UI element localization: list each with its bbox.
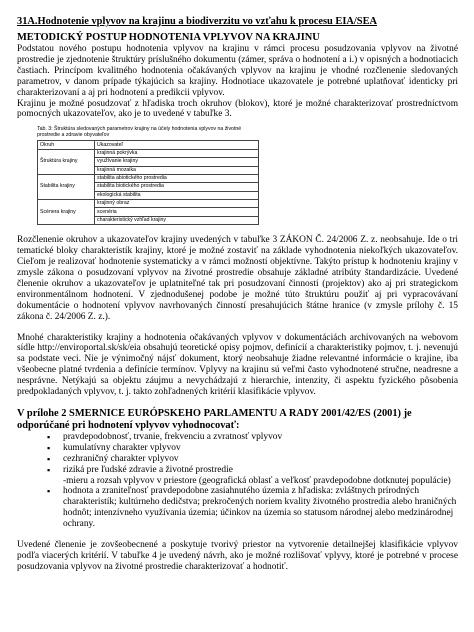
criteria-list-item: ▪ riziká pre ľudské zdravie a životné prostredie <box>63 465 458 476</box>
paragraph-three-blocks: Krajinu je možné posudzovať z hľadiska troch okruhov (blokov), ktoré je možné charakterizovať prostredníctvom pomocných ukazovateľov, ako je to uvedené v tabuľke 3. <box>17 98 458 120</box>
table-indicator-cell: charakteristický vzhľad krajiny <box>95 216 259 224</box>
table-figure <box>37 126 259 225</box>
table-indicator-cell: využívanie krajiny <box>95 158 259 166</box>
table-indicator-cell: stabilita abiotického prostredia <box>95 174 259 182</box>
table-row <box>38 174 259 182</box>
table-indicator-cell: krajinná pokrývka <box>95 149 259 157</box>
table-area-cell: Scénera krajiny <box>38 200 95 225</box>
document-title: 31A.Hodnotenie vplyvov na krajinu a biodiverzitu vo vzťahu k procesu EIA/SEA <box>17 16 377 27</box>
table-indicator-cell: scenéria <box>95 208 259 216</box>
table-indicator-cell: stabilita biotického prostredia <box>95 183 259 191</box>
table-header-row <box>38 141 259 149</box>
paragraph-breakdown: Rozčlenenie okruhov a ukazovateľov krajiny uvedených v tabuľke 3 ZÁKON Č. 24/2006 Z. z. neobsahuje. Ide o tri tematické bloky charakteristík krajiny, ktoré je možné zostaviť na základe vyhodnotenia niekoľkých ukazovateľov. Cieľom je realizovať hodnotenie systematicky a v rámci možností objektívne. Takýto prístup k hodnoteniu krajiny v zmysle zákona o posudzovaní vplyvov na životné prostredie obsahuje základné atribúty štandardizácie. Uvedené členenie okruhov a ukazovateľov je uplatniteľné tak pri posudzovaní činností (projektov) ako aj pri strategickom environmentálnom hodnotení. V zjednodušenej podobe je možné túto štruktúru použiť aj pri vypracovávaní dokumentácie o hodnotení vplyvov navrhovaných činností presahujúcich štátne hranice (v zmysle prílohy č. 15 zákona č. 24/2006 Z. z.). <box>17 235 458 322</box>
table-indicator-cell: ekologická stabilita <box>95 191 259 199</box>
paragraph-conclusion: Uvedené členenie je zovšeobecnené a poskytuje tvorivý priestor na vytvorenie detailnejšej klasifikácie vplyvov podľa viacerých kritérií. V tabuľke 4 je uvedený návrh, ako je možné rozlišovať vplyvy, ktoré je potrebné v procese posudzovania vplyvov na životné prostredie charakterizovať a hodnotiť. <box>17 540 458 572</box>
table-area-cell: Štruktúra krajiny <box>38 149 95 174</box>
table-area-cell: Stabilita krajiny <box>38 174 95 199</box>
paragraph-intro: Podstatou nového postupu hodnotenia vplyvov na krajinu v rámci procesu posudzovania vplyvov na životné prostredie je zjednotenie štruktúry príslušného dokumentu (zámer, správa o hodnotení a i.) v opisných a hodnotiacich častiach. Princípom kvalitného hodnotenia očakávaných vplyvov na krajinu je vhodné rozčlenenie sledovaných parametrov, v danom prípade týkajúcich sa krajiny. Hodnotiace ukazovatele je potrebné uplatňovať identicky pri charakterizovaní a aj pri hodnotení a predikcii vplyvov. <box>17 44 458 98</box>
table-row <box>38 149 259 157</box>
criteria-list-item: ▪ cezhraničný charakter vplyvov <box>63 454 458 465</box>
criteria-list <box>17 432 458 530</box>
criteria-list-item: ▪ hodnota a zraniteľnosť pravdepodobne zasiahnutého územia z hľadiska: zvláštnych prírodných charakteristík; kultúrneho dedičstva; prekročených noriem kvality životného prostredia alebo hraničných hodnôt; intenzívneho využívania územia; účinkov na územia so statusom národnej alebo medzinárodnej ochrany. <box>63 486 458 530</box>
section-heading-directive: V prílohe 2 SMERNICE EURÓPSKEHO PARLAMENTU A RADY 2001/42/ES (2001) je odporúčané pri hodnotení vplyvov vyhodnocovať: <box>17 407 412 431</box>
table-row <box>38 200 259 208</box>
table-header-cell: Ukazovateľ <box>95 141 259 149</box>
criteria-list-item: ▪ kumulatívny charakter vplyvov <box>63 443 458 454</box>
criteria-list-item: ▪ pravdepodobnosť, trvanie, frekvenciu a zvratnosť vplyvov <box>63 432 458 443</box>
paragraph-documentation-critique: Mnohé charakteristiky krajiny a hodnotenia očakávaných vplyvov v dokumentáciách archivovaných na webovom sídle http://enviroportal.sk/sk/eia obsahujú teoretické opisy pojmov, definícií a charakteristiky pojmov, t. j. nevenujú sa podstate veci. Nie je výnimočný nájsť dokument, ktorý neobsahuje žiadne relevantné informácie o krajine, iba všeobecne platné tvrdenia a definície termínov. Vplyvy na krajinu sú veľmi často vyhodnotené stručne, neadresne a nesprávne. Netýkajú sa objektu záujmu a nevychádzajú z hierarchie, intenzity, či aspektu fyzického pôsobenia predpokladaných vplyvov, t. j. takto zohľadnených kritérií klasifikácie vplyvov. <box>17 332 458 398</box>
section-heading-methodology: METODICKÝ POSTUP HODNOTENIA VPLYVOV NA KRAJINU <box>17 32 320 43</box>
document-page <box>17 16 458 573</box>
table-caption: Tab. 3: Štruktúra sledovaných parametrov krajiny na účely hodnotenia vplyvov na životné prostredie a zdravie obyvateľov <box>37 126 242 139</box>
table-indicator-cell: krajinná mozaika <box>95 166 259 174</box>
table-indicator-cell: krajinný obraz <box>95 200 259 208</box>
table-header-cell: Okruh <box>38 141 95 149</box>
criteria-list-item: -mieru a rozsah vplyvov v priestore (geografická oblasť a veľkosť pravdepodobne dotknutej populácie) <box>63 475 451 486</box>
parameters-table <box>37 140 259 225</box>
